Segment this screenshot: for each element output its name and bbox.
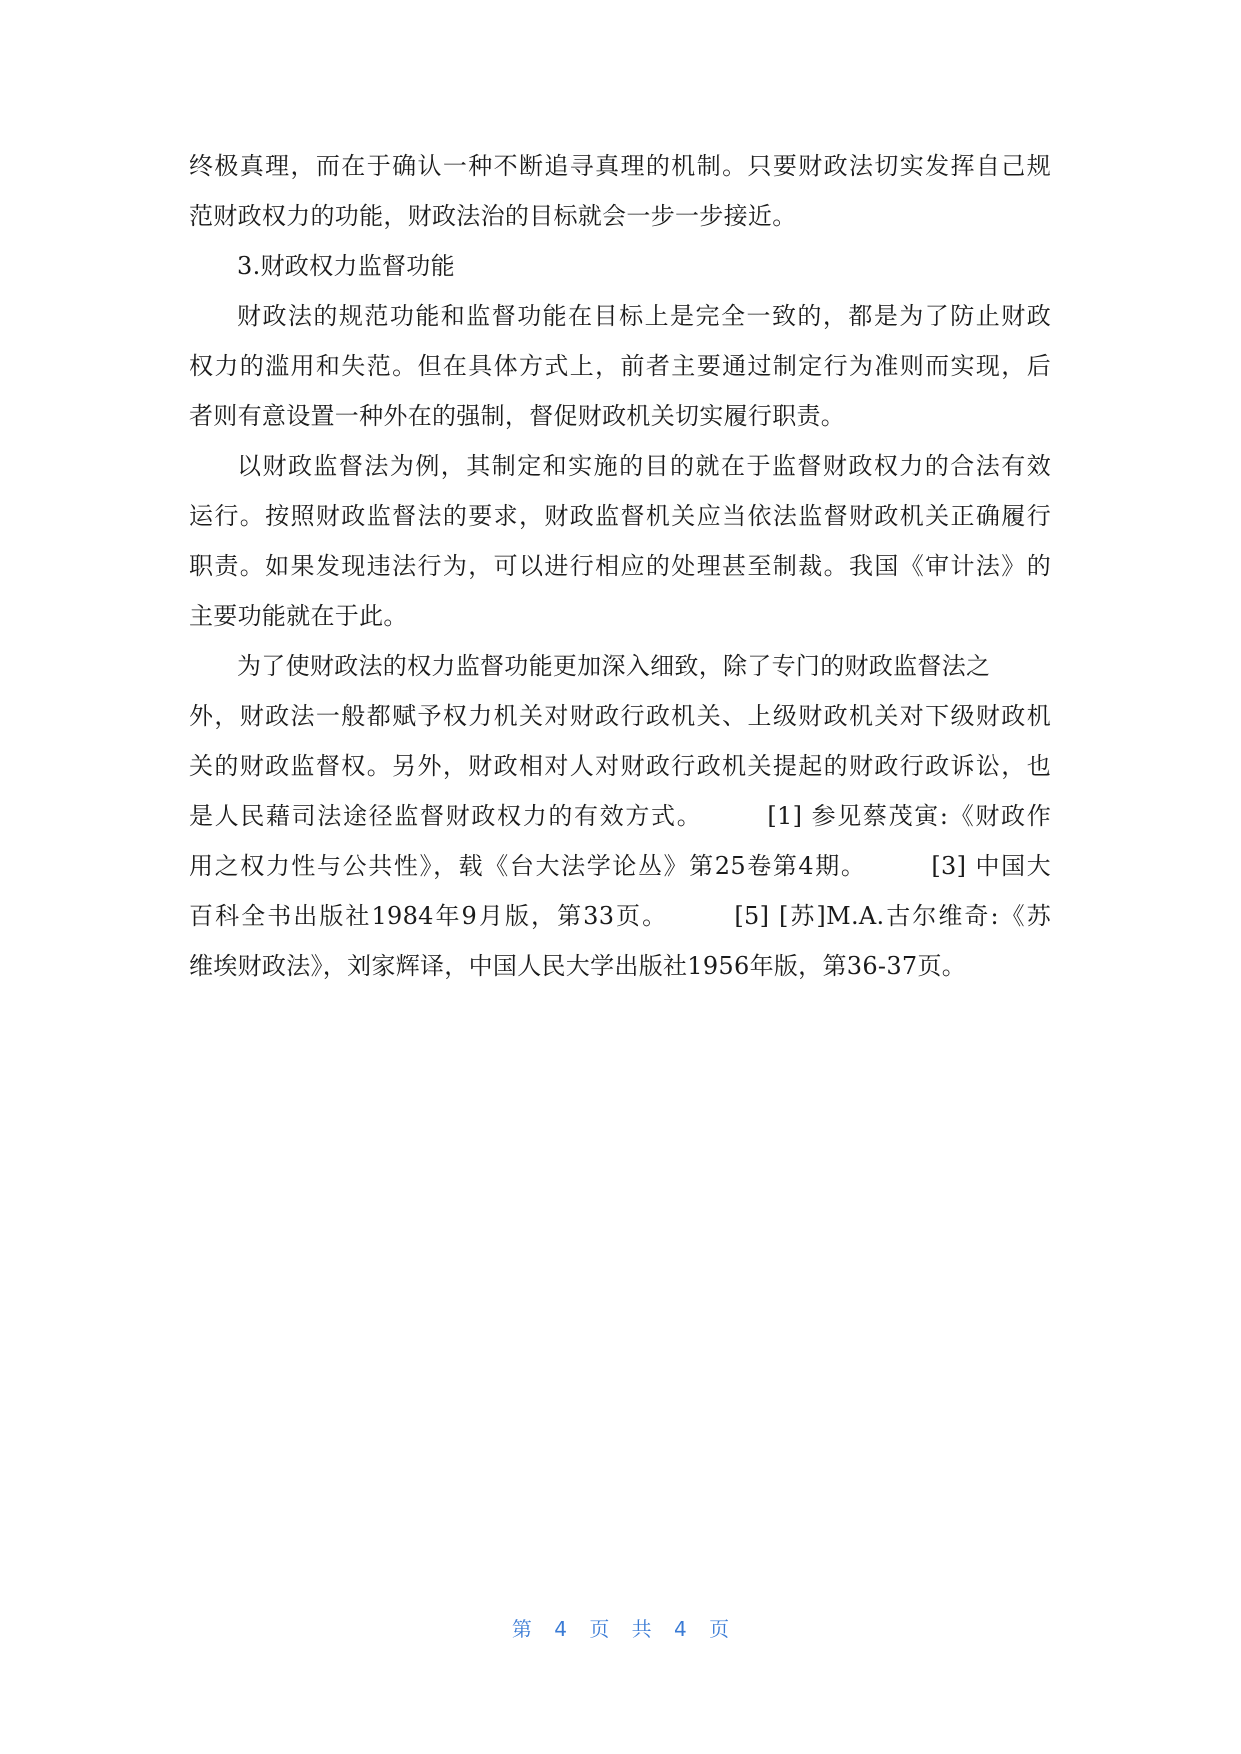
text-line-11: 为了使财政法的权力监督功能更加深入细致，除了专门的财政监督法之	[237, 652, 991, 680]
footer-current-page: 4	[554, 1617, 567, 1641]
text-line-14: 是人民藉司法途径监督财政权力的有效方式。 [1] 参见蔡茂寅:《财政作	[189, 802, 1051, 830]
text-line-15: 用之权力性与公共性》，载《台大法学论丛》第25卷第4期。 [3] 中国大	[189, 852, 1051, 880]
text-line-13: 关的财政监督权。另外，财政相对人对财政行政机关提起的财政行政诉讼，也	[189, 752, 1051, 780]
text-line-9: 职责。如果发现违法行为，可以进行相应的处理甚至制裁。我国《审计法》的	[189, 552, 1051, 580]
text-line-5: 权力的滥用和失范。但在具体方式上，前者主要通过制定行为准则而实现，后	[189, 352, 1051, 380]
text-line-12: 外，财政法一般都赋予权力机关对财政行政机关、上级财政机关对下级财政机	[189, 702, 1051, 730]
text-line-6: 者则有意设置一种外在的强制，督促财政机关切实履行职责。	[189, 402, 846, 430]
footer-total-pages: 4	[674, 1617, 687, 1641]
footer-page-prefix: 第	[511, 1617, 532, 1641]
text-line-16: 百科全书出版社1984年9月版，第33页。 [5] [苏]M.A.古尔维奇:《苏	[189, 902, 1051, 930]
footer-total-prefix: 共	[631, 1617, 652, 1641]
footer-page-word: 页	[589, 1617, 610, 1641]
text-line-10: 主要功能就在于此。	[189, 602, 408, 630]
text-line-7: 以财政监督法为例，其制定和实施的目的就在于监督财政权力的合法有效	[237, 452, 1051, 480]
page-footer	[0, 1613, 1241, 1642]
text-line-4: 财政法的规范功能和监督功能在目标上是完全一致的，都是为了防止财政	[237, 302, 1051, 330]
text-line-8: 运行。按照财政监督法的要求，财政监督机关应当依法监督财政机关正确履行	[189, 502, 1051, 530]
text-line-17: 维埃财政法》，刘家辉译，中国人民大学出版社1956年版，第36-37页。	[189, 952, 967, 980]
text-line-1: 终极真理，而在于确认一种不断追寻真理的机制。只要财政法切实发挥自己规	[189, 152, 1051, 180]
text-line-2: 范财政权力的功能，财政法治的目标就会一步一步接近。	[189, 202, 797, 230]
footer-page-suffix: 页	[709, 1617, 730, 1641]
section-heading: 3.财政权力监督功能	[237, 252, 455, 280]
document-body	[189, 154, 1051, 1004]
